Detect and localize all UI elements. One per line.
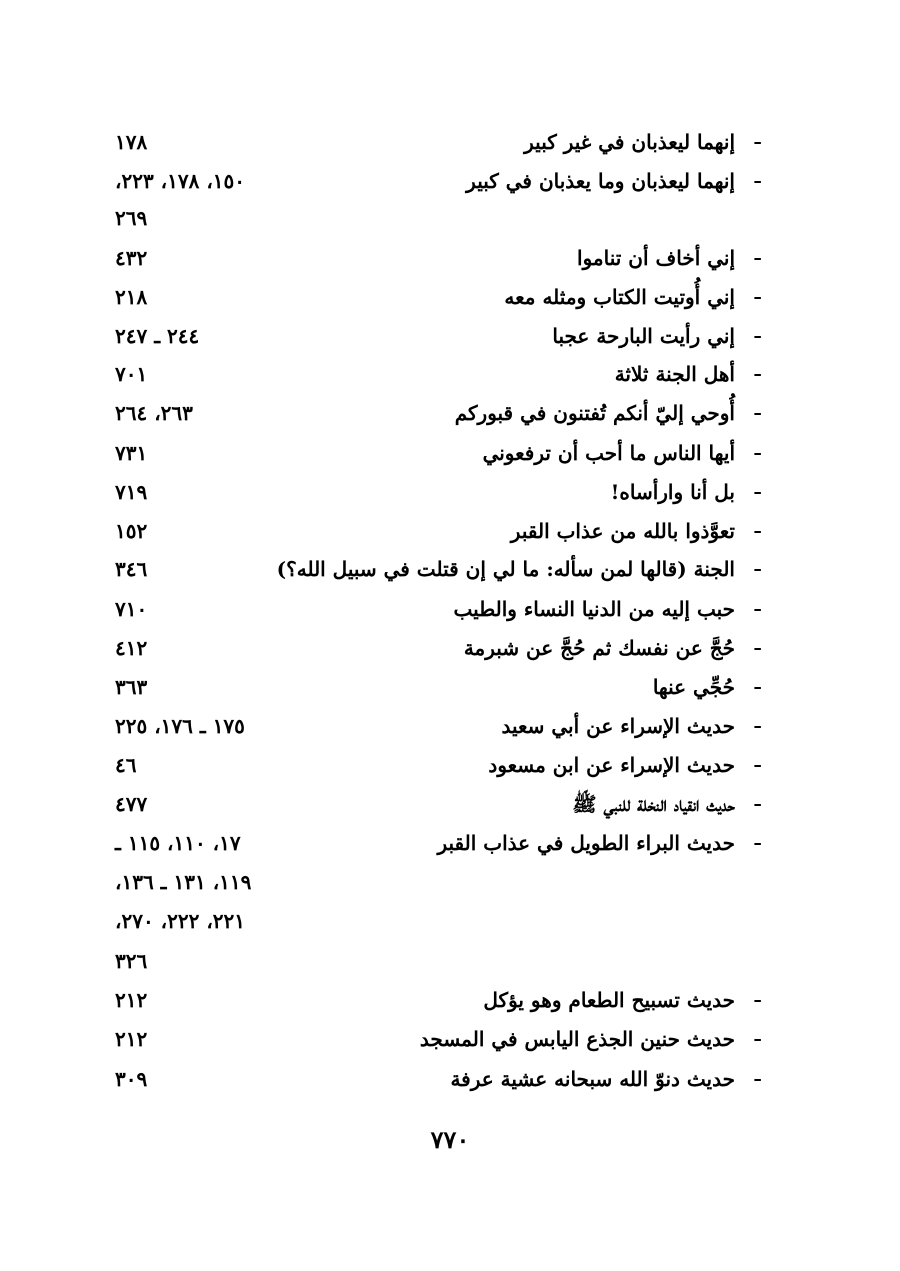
entry-pages: ٢٦٣، ٢٦٤ bbox=[115, 401, 193, 425]
entry-pages: ٧٣١ bbox=[115, 441, 148, 465]
entry-pages: ٤٧٧ bbox=[115, 792, 148, 816]
entry-pages: ٧٠١ bbox=[115, 362, 148, 386]
index-entry bbox=[100, 200, 780, 236]
entry-dash: - bbox=[753, 321, 762, 351]
entry-dash: - bbox=[753, 828, 762, 858]
entry-text: أيها الناس ما أحب أن ترفعوني bbox=[482, 441, 735, 465]
index-entry bbox=[100, 747, 780, 783]
entry-pages: ١٥٢ bbox=[115, 519, 148, 543]
index-entry bbox=[100, 124, 780, 160]
entry-text: حديث الإسراء عن ابن مسعود bbox=[488, 753, 735, 777]
entry-dash: - bbox=[753, 672, 762, 702]
entry-pages: ٤٦ bbox=[115, 753, 137, 777]
entry-text: حديث حنين الجذع اليابس في المسجد bbox=[419, 1027, 735, 1051]
entry-dash: - bbox=[753, 633, 762, 663]
entry-pages: ١٧، ١١٠، ١١٥ ـ bbox=[115, 831, 241, 855]
index-entry bbox=[100, 318, 780, 354]
index-entry bbox=[100, 669, 780, 705]
entry-text: إنهما ليعذبان في غير كبير bbox=[524, 130, 735, 154]
index-entry bbox=[100, 1021, 780, 1057]
entry-pages: ٤١٢ bbox=[115, 636, 148, 660]
index-entry bbox=[100, 943, 780, 979]
index-entry bbox=[100, 395, 780, 431]
entry-pages: ٣٢٦ bbox=[115, 949, 148, 973]
index-entry bbox=[100, 435, 780, 471]
entry-pages: ٢١٨ bbox=[115, 285, 148, 309]
entry-dash: - bbox=[753, 516, 762, 546]
index-entry bbox=[100, 240, 780, 276]
entry-dash: - bbox=[753, 1064, 762, 1094]
entry-dash: - bbox=[753, 1024, 762, 1054]
entry-dash: - bbox=[753, 398, 762, 428]
index-entry bbox=[100, 474, 780, 510]
entry-dash: - bbox=[753, 477, 762, 507]
entry-text: أُوحي إليّ أنكم تُفتنون في قبوركم bbox=[454, 401, 735, 425]
entry-dash: - bbox=[753, 166, 762, 196]
index-entry bbox=[100, 903, 780, 939]
entry-pages: ٢٦٩ bbox=[115, 206, 148, 230]
index-entry bbox=[100, 279, 780, 315]
entry-dash: - bbox=[753, 127, 762, 157]
entry-text: إنهما ليعذبان وما يعذبان في كبير bbox=[466, 169, 735, 193]
entry-pages: ١٧٥ ـ ١٧٦، ٢٢٥ bbox=[115, 714, 245, 738]
entry-dash: - bbox=[753, 789, 762, 819]
index-entry bbox=[100, 591, 780, 627]
index-entry bbox=[100, 551, 780, 587]
entry-pages: ٢١٢ bbox=[115, 1027, 148, 1051]
entry-dash: - bbox=[753, 359, 762, 389]
entry-pages: ١٧٨ bbox=[115, 130, 148, 154]
entry-text: حبب إليه من الدنيا النساء والطيب bbox=[453, 597, 735, 621]
page-number: ٧٧٠ bbox=[430, 1125, 470, 1154]
entry-pages: ٢٤٤ ـ ٢٤٧ bbox=[115, 324, 200, 348]
entry-text: حديث الإسراء عن أبي سعيد bbox=[501, 714, 735, 738]
entry-pages: ٣٠٩ bbox=[115, 1067, 148, 1091]
entry-pages: ٧١٠ bbox=[115, 597, 148, 621]
entry-text: الجنة (قالها لمن سأله: ما لي إن قتلت في سبيل الله؟) bbox=[276, 557, 735, 581]
index-entry bbox=[100, 356, 780, 392]
index-entry bbox=[100, 1061, 780, 1097]
entry-dash: - bbox=[753, 243, 762, 273]
entry-text: أهل الجنة ثلاثة bbox=[614, 362, 735, 386]
entry-text: حُجِّي عنها bbox=[652, 675, 735, 699]
entry-text: حديث تسبيح الطعام وهو يؤكل bbox=[483, 988, 735, 1012]
index-entry bbox=[100, 513, 780, 549]
entry-text: إني أخاف أن تناموا bbox=[577, 246, 735, 270]
entry-dash: - bbox=[753, 594, 762, 624]
entry-text: بل أنا وارأساه! bbox=[610, 480, 735, 504]
entry-dash: - bbox=[753, 438, 762, 468]
entry-pages: ١١٩، ١٣١ ـ ١٣٦، bbox=[115, 870, 252, 894]
entry-dash: - bbox=[753, 554, 762, 584]
entry-pages: ٢١٢ bbox=[115, 988, 148, 1012]
entry-dash: - bbox=[753, 985, 762, 1015]
entry-pages: ٤٣٢ bbox=[115, 246, 148, 270]
index-entry bbox=[100, 163, 780, 199]
index-entry bbox=[100, 982, 780, 1018]
entry-text: تعوَّذوا بالله من عذاب القبر bbox=[510, 519, 735, 543]
entry-text: حديث البراء الطويل في عذاب القبر bbox=[437, 831, 735, 855]
entry-pages: ٣٤٦ bbox=[115, 557, 148, 581]
entry-text: حديث انقياد النخلة للنبي ﷺ bbox=[572, 792, 735, 816]
entry-text: حديث دنوّ الله سبحانه عشية عرفة bbox=[450, 1067, 735, 1091]
entry-dash: - bbox=[753, 282, 762, 312]
entry-pages: ٣٦٣ bbox=[115, 675, 148, 699]
index-entry bbox=[100, 825, 780, 861]
entry-dash: - bbox=[753, 711, 762, 741]
entry-text: إني رأيت البارحة عجبا bbox=[552, 324, 735, 348]
entry-text: حُجَّ عن نفسك ثم حُجَّ عن شبرمة bbox=[463, 636, 735, 660]
entry-pages: ٢٢١، ٢٢٢، ٢٧٠، bbox=[115, 909, 246, 933]
index-entry bbox=[100, 630, 780, 666]
entry-dash: - bbox=[753, 750, 762, 780]
index-entry bbox=[100, 786, 780, 822]
index-entry bbox=[100, 864, 780, 900]
index-entry bbox=[100, 708, 780, 744]
entry-text: إني أُوتيت الكتاب ومثله معه bbox=[504, 285, 735, 309]
entry-pages: ١٥٠، ١٧٨، ٢٢٣، bbox=[115, 169, 246, 193]
entry-pages: ٧١٩ bbox=[115, 480, 148, 504]
